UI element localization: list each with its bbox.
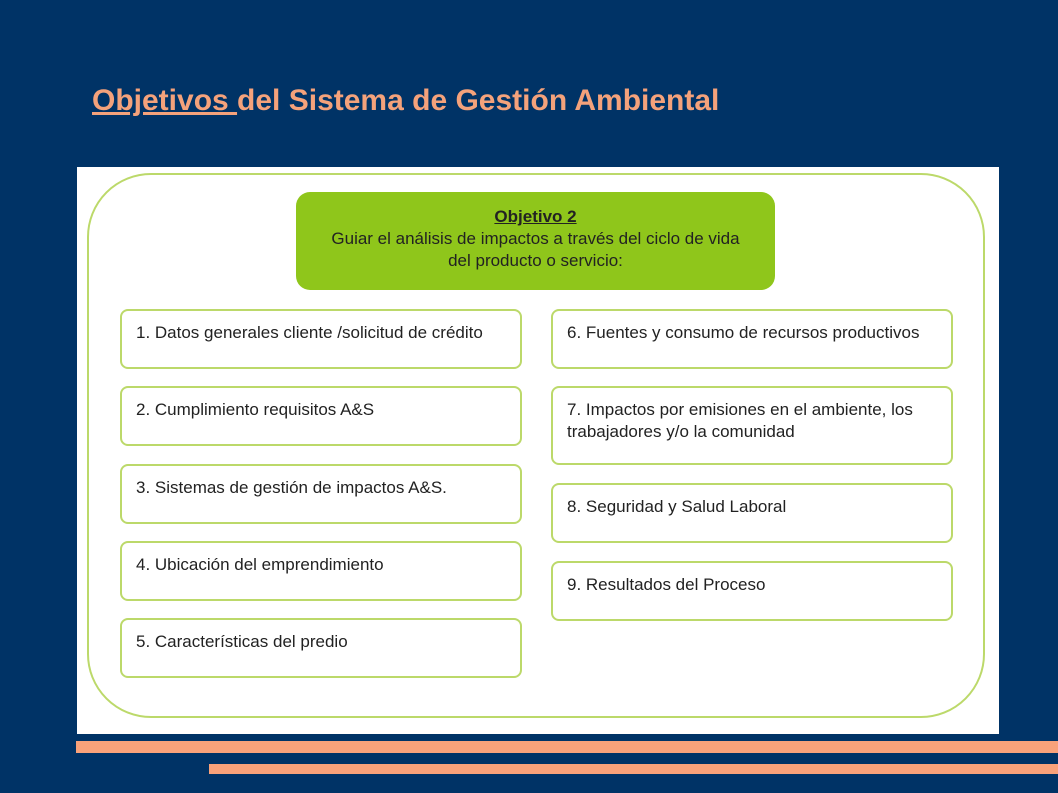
- item-7: 7. Impactos por emisiones en el ambiente, los trabajadores y/o la comunidad: [551, 386, 953, 465]
- objective-box: [296, 192, 775, 290]
- item-2: 2. Cumplimiento requisitos A&S: [120, 386, 522, 446]
- item-6: 6. Fuentes y consumo de recursos productivos: [551, 309, 953, 369]
- item-3: 3. Sistemas de gestión de impactos A&S.: [120, 464, 522, 524]
- item-8: 8. Seguridad y Salud Laboral: [551, 483, 953, 543]
- item-9: 9. Resultados del Proceso: [551, 561, 953, 621]
- slide-title-part1: Objetivos: [92, 84, 238, 117]
- item-4: 4. Ubicación del emprendimiento: [120, 541, 522, 601]
- slide-title: [92, 84, 719, 118]
- slide-title-part2: del Sistema de Gestión Ambiental: [237, 84, 720, 117]
- objective-line-1: Guiar el análisis de impactos a través del ciclo de vida: [331, 229, 740, 248]
- item-5: 5. Características del predio: [120, 618, 522, 678]
- accent-bar-top: [76, 741, 1058, 753]
- accent-bar-bottom: [209, 764, 1058, 774]
- diagram-figure: [77, 167, 999, 734]
- objective-line-2: del producto o servicio:: [448, 251, 623, 270]
- objective-title: Objetivo 2: [494, 207, 577, 226]
- item-1: 1. Datos generales cliente /solicitud de crédito: [120, 309, 522, 369]
